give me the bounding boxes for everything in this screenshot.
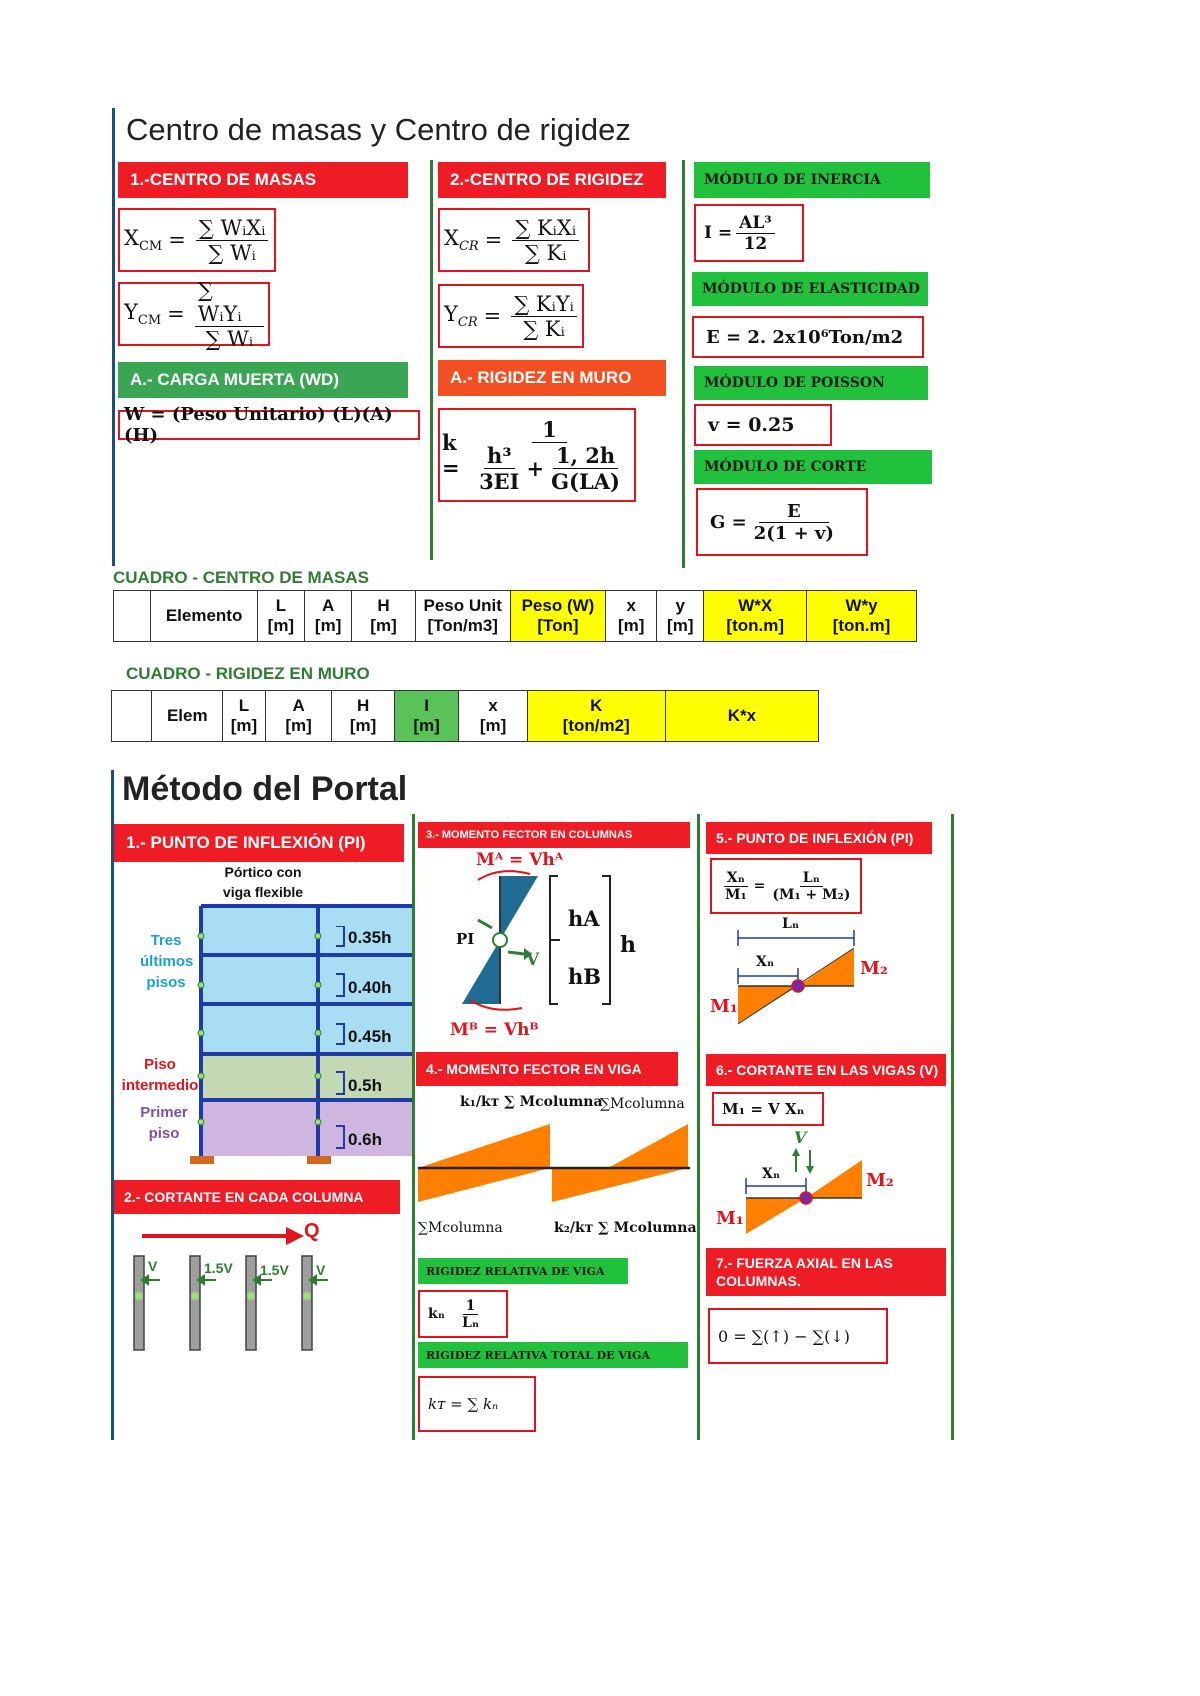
- divider-rule: [951, 814, 954, 1440]
- pi2-header: 5.- PUNTO DE INFLEXIÓN (PI): [706, 822, 932, 854]
- table-masas-caption: CUADRO - CENTRO DE MASAS: [113, 568, 369, 587]
- rigidez-viga-header: RIGIDEZ RELATIVA DE VIGA: [418, 1258, 628, 1284]
- ha-label: hA: [568, 906, 600, 931]
- m1-formula: M₁ = V Xₙ: [712, 1092, 824, 1126]
- mb-label: Mᴮ = Vhᴮ: [450, 1020, 539, 1040]
- ycm-formula: $Y_{CM}$ = $\frac{\text{∑ WᵢYᵢ}}{\text{∑ Wᵢ}}$: [118, 282, 270, 346]
- table-cell: H [m]: [352, 591, 416, 642]
- piso-intermedio-label: Piso intermedio: [121, 1056, 199, 1094]
- table-cell: y [m]: [657, 591, 704, 642]
- viga-label: k₂/kᴛ ∑ Mcolumna: [554, 1220, 697, 1236]
- table-cell: I [m]: [394, 691, 458, 742]
- ma-label: Mᴬ = Vhᴬ: [476, 850, 564, 870]
- pi-beam-diagram: [706, 920, 952, 1030]
- m1-label: M₁: [710, 996, 738, 1017]
- table-cell: L [m]: [257, 591, 304, 642]
- dim-label: 0.5h: [348, 1076, 383, 1095]
- dim-label: 0.40h: [348, 978, 392, 997]
- table-rigidez-caption: CUADRO - RIGIDEZ EN MURO: [126, 664, 370, 683]
- divider-rule: [697, 814, 700, 1440]
- shear-label: V: [148, 1258, 158, 1274]
- table-cell: [112, 691, 152, 742]
- xn-formula: $\frac{\text{Xₙ}}{\text{M₁}}$ = $\frac{\text{Lₙ}}{\text{(M₁ + M₂)}}$: [710, 858, 862, 914]
- momento-columnas-header: 3.- MOMENTO FECTOR EN COLUMNAS: [418, 822, 690, 848]
- inercia-header: MÓDULO DE INERCIA: [694, 162, 930, 198]
- g-formula: G = $\frac{E}{2(1 + v)}$: [696, 488, 868, 556]
- dim-label: 0.6h: [348, 1130, 383, 1149]
- table-cell: A [m]: [305, 591, 352, 642]
- table-cell: Elem: [152, 691, 223, 742]
- column-shear-diagram: [112, 1214, 412, 1360]
- xn-label: Xₙ: [762, 1166, 781, 1182]
- centro-masas-header: 1.-CENTRO DE MASAS: [118, 162, 408, 198]
- left-rule: [112, 108, 115, 566]
- viga-label: ∑Mcolumna: [418, 1220, 503, 1236]
- e-formula: E = 2. 2x10⁶Ton/m2: [692, 316, 924, 358]
- primer-piso-label: Primer piso: [140, 1104, 188, 1142]
- dim-label: 0.45h: [348, 1027, 392, 1046]
- carga-muerta-header: A.- CARGA MUERTA (WD): [118, 362, 408, 398]
- poisson-header: MÓDULO DE POISSON: [694, 366, 928, 400]
- hb-label: hB: [568, 964, 602, 989]
- h-label: h: [620, 932, 636, 958]
- tres-ultimos-label: Tres últimos pisos: [140, 932, 194, 991]
- rigidez-muro-header: A.- RIGIDEZ EN MURO: [438, 360, 666, 396]
- cortante-columna-header: 2.- CORTANTE EN CADA COLUMNA: [114, 1180, 400, 1214]
- pi-header: 1.- PUNTO DE INFLEXIÓN (PI): [114, 824, 404, 862]
- shear-label: 1.5V: [260, 1262, 289, 1278]
- v-formula: v = 0.25: [694, 404, 832, 446]
- xcm-formula: $X_{CM}$ = $\frac{\text{∑ WᵢXᵢ}}{\text{∑ Wᵢ}}$: [118, 208, 276, 272]
- table-cell: Peso (W) [Ton]: [510, 591, 606, 642]
- table-cell: x [m]: [606, 591, 657, 642]
- w-formula: W = (Peso Unitario) (L)(A)(H): [118, 410, 420, 440]
- ycr-formula: $Y_{CR}$ = $\frac{\text{∑ KᵢYᵢ}}{\text{∑ Kᵢ}}$: [438, 284, 584, 348]
- v-label: V: [526, 950, 540, 970]
- table-row: [112, 691, 819, 742]
- q-label: Q: [304, 1220, 320, 1242]
- table-cell: W*X [ton.m]: [704, 591, 807, 642]
- frame-caption: Pórtico con viga flexible: [222, 864, 304, 900]
- axial-formula: 0 = ∑(↑) − ∑(↓): [708, 1308, 888, 1364]
- table-row: [114, 591, 917, 642]
- table-cell: K [ton/m2]: [527, 691, 665, 742]
- table-cell: [114, 591, 151, 642]
- section-title: Centro de masas y Centro de rigidez: [126, 112, 631, 147]
- viga-label: ∑Mcolumna: [600, 1096, 685, 1112]
- table-cell: Peso Unit [Ton/m3]: [415, 591, 510, 642]
- corte-header: MÓDULO DE CORTE: [694, 450, 932, 484]
- table-cell: x [m]: [459, 691, 527, 742]
- table-cell: L [m]: [223, 691, 266, 742]
- m2-label: M₂: [866, 1170, 894, 1191]
- shear-label: 1.5V: [204, 1260, 233, 1276]
- xn-label: Xₙ: [756, 954, 775, 970]
- xcr-formula: $X_{CR}$ = $\frac{\text{∑ KᵢXᵢ}}{\text{∑ Kᵢ}}$: [438, 208, 590, 272]
- ln-label: Lₙ: [782, 916, 800, 932]
- divider-rule: [430, 160, 433, 560]
- m1-label: M₁: [716, 1208, 744, 1229]
- cortante-vigas-header: 6.- CORTANTE EN LAS VIGAS (V): [706, 1054, 946, 1086]
- kn-formula: kₙ $\frac{1}{\text{Lₙ}}$: [418, 1290, 508, 1338]
- divider-rule: [682, 160, 685, 568]
- pi-label: PI: [456, 930, 475, 948]
- divider-rule: [412, 814, 415, 1440]
- table-masas: [113, 590, 917, 642]
- table-cell: K*x: [665, 691, 818, 742]
- rigidez-total-header: RIGIDEZ RELATIVA TOTAL DE VIGA: [418, 1342, 688, 1368]
- m2-label: M₂: [860, 958, 888, 979]
- table-cell: A [m]: [265, 691, 331, 742]
- kt-formula: kᴛ = ∑ kₙ: [418, 1376, 536, 1432]
- dim-label: 0.35h: [348, 928, 392, 947]
- shear-label: V: [316, 1262, 326, 1278]
- k-formula: k = 1 $\frac{\text{h³}}{3EI}$ + $\frac{1, 2h}{G(LA)}$: [438, 408, 636, 502]
- elasticidad-header: MÓDULO DE ELASTICIDAD: [692, 272, 928, 306]
- i-formula: I = $\frac{\text{AL³}}{12}$: [694, 204, 804, 262]
- momento-viga-header: 4.- MOMENTO FECTOR EN VIGA: [416, 1052, 678, 1086]
- table-rigidez: [111, 690, 819, 742]
- table-cell: H [m]: [332, 691, 395, 742]
- section-title: Método del Portal: [122, 770, 408, 808]
- table-cell: Elemento: [151, 591, 257, 642]
- v-shear-label: V: [794, 1128, 807, 1147]
- viga-label: k₁/kᴛ ∑ Mcolumna: [460, 1094, 603, 1110]
- beam-moment-diagram: [418, 1120, 694, 1230]
- fuerza-axial-header: 7.- FUERZA AXIAL EN LAS COLUMNAS.: [706, 1248, 946, 1296]
- table-cell: W*y [ton.m]: [807, 591, 917, 642]
- centro-rigidez-header: 2.-CENTRO DE RIGIDEZ: [438, 162, 666, 198]
